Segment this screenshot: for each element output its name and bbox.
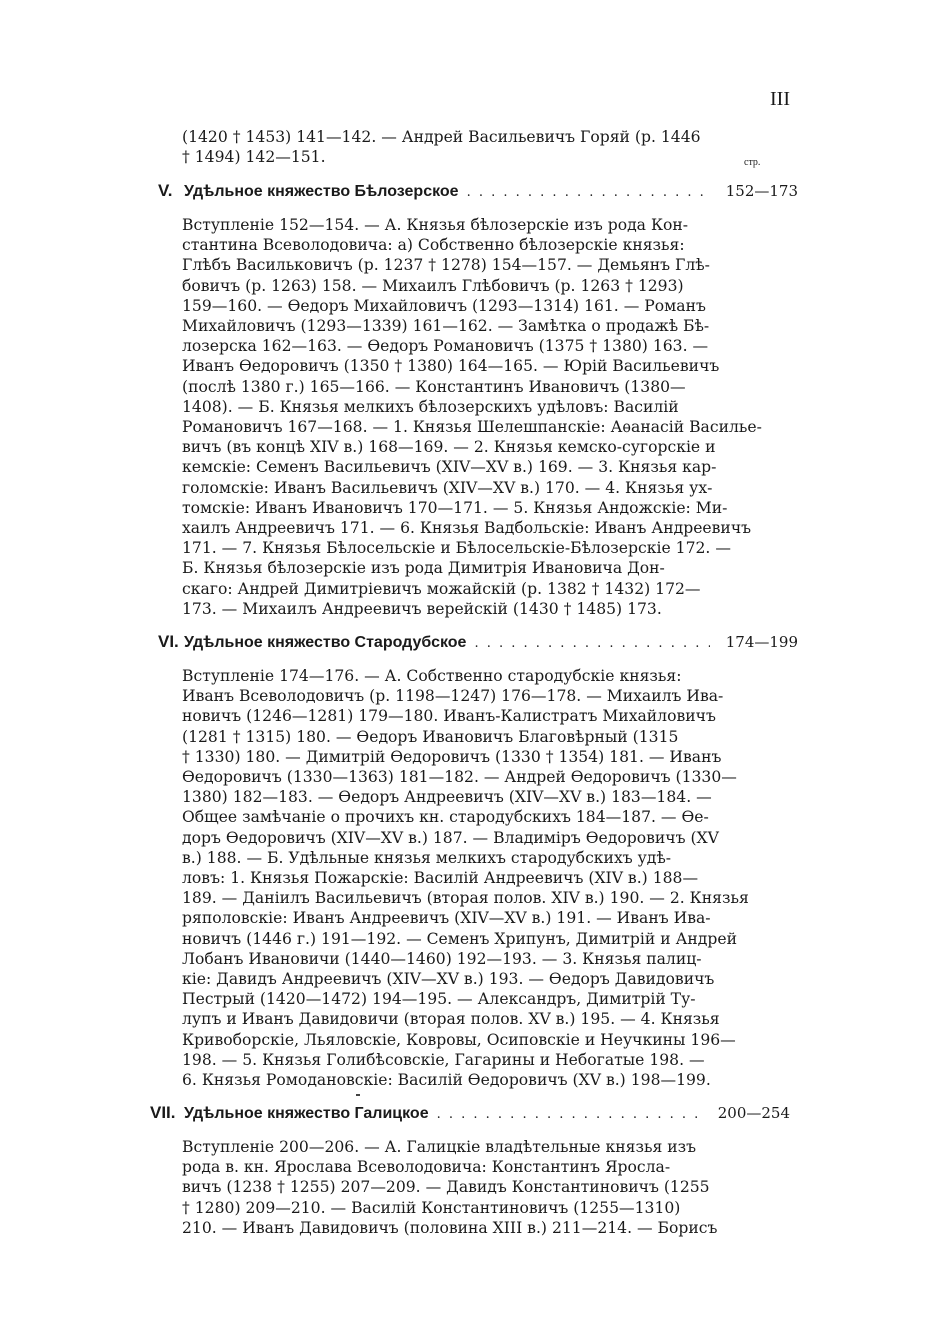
text-line: 171. — 7. Князья Бѣлосельскіе и Бѣлосельскіе-Бѣлозерскіе 172. — — [182, 539, 731, 558]
text-line: голомскіе: Иванъ Васильевичъ (XIV—XV в.) 170. — 4. Князья ух- — [182, 478, 713, 497]
text-line: 189. — Даніилъ Васильевичъ (вторая полов. XIV в.) 190. — 2. Князья — [182, 889, 749, 908]
text-line: 159—160. — Ѳедоръ Михайловичъ (1293—1314) 161. — Романъ — [182, 296, 706, 315]
section-v — [158, 181, 798, 619]
text-line: доръ Ѳедоровичъ (XIV—XV в.) 187. — Владиміръ Ѳедоровичъ (XV — [182, 828, 719, 847]
section-numeral: V. — [158, 181, 173, 200]
text-line: 198. — 5. Князья Голибѣсовскіе, Гагарины и Небогатые 198. — — [182, 1050, 705, 1069]
section-header — [150, 1103, 790, 1131]
dot-leader — [467, 185, 710, 200]
text-line: 6. Князья Ромодановскіе: Василій Ѳедоровичъ (XV в.) 198—199. — [182, 1071, 711, 1090]
section-numeral: VII. — [150, 1103, 176, 1122]
text-line: в.) 188. — Б. Удѣльные князья мелкихъ стародубскихъ удѣ- — [182, 848, 672, 867]
text-line: Лобанъ Ивановичи (1440—1460) 192—193. — 3. Князья палиц- — [182, 949, 702, 968]
text-line: Вступленіе 174—176. — А. Собственно стародубскіе князья: — [182, 667, 682, 685]
text-line: † 1330) 180. — Димитрій Ѳедоровичъ (1330 † 1354) 181. — Иванъ — [182, 747, 722, 766]
text-line: хаилъ Андреевичъ 171. — 6. Князья Вадбольскіе: Иванъ Андреевичъ — [182, 519, 752, 538]
section-title: Удѣльное княжество Бѣлозерское — [184, 183, 459, 200]
section-title: Удѣльное княжество Галицкое — [184, 1105, 429, 1122]
text-line: † 1494) 142—151. — [182, 148, 326, 167]
text-line: скаго: Андрей Димитріевичъ можайскій (р. 1382 † 1432) 172— — [182, 579, 701, 598]
section-title: Удѣльное княжество Стародубское — [184, 634, 467, 651]
text-line: стантина Всеволодовича: а) Собственно бѣлозерскіе князья: — [182, 236, 685, 255]
intro-text — [182, 127, 722, 167]
section-pages: 174—199 — [725, 633, 798, 651]
text-line: томскіе: Иванъ Ивановичъ 170—171. — 5. Князья Андожскіе: Ми- — [182, 498, 728, 517]
text-line: Михайловичъ (1293—1339) 161—162. — Замѣтка о продажѣ Бѣ- — [182, 317, 710, 336]
separator-mark — [356, 1094, 360, 1096]
section-vi — [158, 632, 798, 1090]
text-line: Кривоборскіе, Льяловскіе, Ковровы, Осиповскіе и Неучкины 196— — [182, 1030, 736, 1049]
text-line: лозерска 162—163. — Ѳедоръ Романовичъ (1375 † 1380) 163. — — [182, 337, 709, 356]
section-pages: 200—254 — [717, 1104, 790, 1122]
text-line: Романовичъ 167—168. — 1. Князья Шелешпанскіе: Аѳанасій Василье- — [182, 418, 762, 437]
section-numeral: VI. — [158, 632, 179, 651]
text-line: лупъ и Иванъ Давидовичи (вторая полов. XV в.) 195. — 4. Князья — [182, 1010, 720, 1029]
text-line: (1420 † 1453) 141—142. — Андрей Васильевичъ Горяй (р. 1446 — [182, 128, 701, 146]
text-line: Ѳедоровичъ (1330—1363) 181—182. — Андрей Ѳедоровичъ (1330— — [182, 768, 737, 787]
text-line: Иванъ Ѳедоровичъ (1350 † 1380) 164—165. — Юрій Васильевичъ — [182, 357, 720, 376]
section-pages: 152—173 — [725, 182, 798, 200]
page-column-label: стр. — [744, 157, 761, 168]
page-number: III — [770, 88, 790, 110]
text-line: вичъ (1238 † 1255) 207—209. — Давидъ Константиновичъ (1255 — [182, 1178, 710, 1197]
text-line: кіе: Давидъ Андреевичъ (XIV—XV в.) 193. — Ѳедоръ Давидовичъ — [182, 970, 715, 989]
text-line: 210. — Иванъ Давидовичъ (половина XIII в.) 211—214. — Борисъ — [182, 1218, 718, 1237]
section-body — [182, 1137, 718, 1238]
text-line: Пестрый (1420—1472) 194—195. — Александръ, Димитрій Ту- — [182, 990, 696, 1009]
text-line: бовичъ (р. 1263) 158. — Михаилъ Глѣбовичъ (р. 1263 † 1293) — [182, 276, 684, 295]
text-line: Общее замѣчаніе о прочихъ кн. стародубскихъ 184—187. — Ѳе- — [182, 808, 709, 827]
text-line: Вступленіе 200—206. — А. Галицкіе владѣтельные князья изъ — [182, 1138, 697, 1156]
dot-leader — [437, 1107, 702, 1122]
text-line: новичъ (1246—1281) 179—180. Иванъ-Калистратъ Михайловичъ — [182, 707, 716, 726]
section-body — [182, 215, 762, 619]
text-line: † 1280) 209—210. — Василій Константиновичъ (1255—1310) — [182, 1198, 681, 1217]
section-header — [158, 632, 798, 660]
text-line: Б. Князья бѣлозерскіе изъ рода Димитрія Ивановича Дон- — [182, 559, 665, 578]
section-body — [182, 666, 749, 1090]
text-line: новичъ (1446 г.) 191—192. — Семенъ Хрипунъ, Димитрій и Андрей — [182, 929, 737, 948]
text-line: 1408). — Б. Князья мелкихъ бѣлозерскихъ удѣловъ: Василій — [182, 397, 679, 416]
text-line: рода в. кн. Ярослава Всеволодовича: Константинъ Яросла- — [182, 1158, 671, 1177]
text-line: Иванъ Всеволодовичъ (р. 1198—1247) 176—178. — Михаилъ Ива- — [182, 687, 724, 706]
text-line: кемскіе: Семенъ Васильевичъ (XIV—XV в.) 169. — 3. Князья кар- — [182, 458, 717, 477]
section-header — [158, 181, 798, 209]
dot-leader — [474, 636, 710, 651]
text-line: (1281 † 1315) 180. — Ѳедоръ Ивановичъ Благовѣрный (1315 — [182, 727, 679, 746]
text-line: (послѣ 1380 г.) 165—166. — Константинъ Ивановичъ (1380— — [182, 377, 686, 396]
text-line: вичъ (въ концѣ XIV в.) 168—169. — 2. Князья кемско-сугорскіе и — [182, 438, 716, 457]
section-vii — [150, 1103, 790, 1238]
text-line: ряполовскіе: Иванъ Андреевичъ (XIV—XV в.) 191. — Иванъ Ива- — [182, 909, 711, 928]
text-line: Вступленіе 152—154. — А. Князья бѣлозерскіе изъ рода Кон- — [182, 216, 689, 234]
text-line: 173. — Михаилъ Андреевичъ верейскій (1430 † 1485) 173. — [182, 599, 662, 618]
text-line: ловъ: 1. Князья Пожарскіе: Василій Андреевичъ (XIV в.) 188— — [182, 869, 699, 888]
text-line: 1380) 182—183. — Ѳедоръ Андреевичъ (XIV—XV в.) 183—184. — — [182, 788, 712, 807]
text-line: Глѣбъ Васильковичъ (р. 1237 † 1278) 154—157. — Демьянъ Глѣ- — [182, 256, 710, 275]
